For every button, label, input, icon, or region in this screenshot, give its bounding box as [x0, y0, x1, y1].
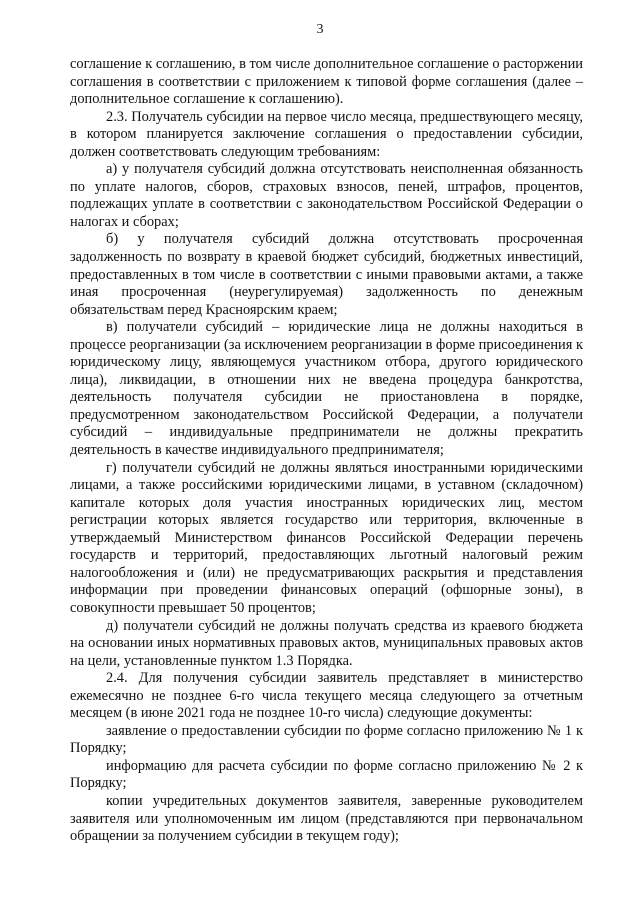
- document-body: [70, 56, 583, 846]
- paragraph-requirement-v: в) получатели субсидий – юридические лица не должны находиться в процессе реорганизации (за исключением реорганизации в форме присоединения к юридическому лицу, являющемуся участником отбора, другого юридического лица), ликвидации, в отношении них не введена процедура банкротства, деятельность получателя субсидии не приостановлена в порядке, предусмотренном законодательством Российской Федерации, а получатели субсидий – индивидуальные предприниматели не должны прекратить деятельность в качестве индивидуального предпринимателя;: [70, 319, 583, 459]
- paragraph-requirement-d: д) получатели субсидий не должны получать средства из краевого бюджета на основании иных нормативных правовых актов, муниципальных правовых актов на цели, установленные пунктом 1.3 Порядка.: [70, 617, 583, 669]
- paragraph-requirement-g: г) получатели субсидий не должны являться иностранными юридическими лицами, а также российскими юридическими лицами, в уставном (складочном) капитале которых доля участия иностранных юридических лиц, местом регистрации которых является государство или территория, включенные в утверждаемый Министерством финансов Российской Федерации перечень государств и территорий, предоставляющих льготный налоговый режим налогообложения и (или) не предусматривающих раскрытия и представления информации при проведении финансовых операций (офшорные зоны), в совокупности превышает 50 процентов;: [70, 459, 583, 616]
- paragraph-2-3-requirements: 2.3. Получатель субсидии на первое число месяца, предшествующего месяцу, в котором планируется заключение соглашения о предоставлении субсидии, должен соответствовать следующим требованиям:: [70, 108, 583, 160]
- paragraph-document-founding-copies: копии учредительных документов заявителя, заверенные руководителем заявителя или уполномоченным им лицом (представляются при первоначальном обращении за получением субсидии в текущем году);: [70, 792, 583, 845]
- paragraph-requirement-b: б) у получателя субсидий должна отсутствовать просроченная задолженность по возврату в краевой бюджет субсидий, бюджетных инвестиций, предоставленных в том числе в соответствии с иными правовыми актами, а также иная просроченная (неурегулируемая) задолженность по денежным обязательствам перед Красноярским краем;: [70, 231, 583, 318]
- paragraph-2-4-documents: 2.4. Для получения субсидии заявитель представляет в министерство ежемесячно не позднее 6-го числа текущего месяца следующего за отчетным месяцем (в июне 2021 года не позднее 10-го числа) следующие документы:: [70, 670, 583, 722]
- paragraph-agreement-continuation: соглашение к соглашению, в том числе дополнительное соглашение о расторжении соглашения в соответствии с приложением к типовой форме соглашения (далее – дополнительное соглашение к соглашению).: [70, 56, 583, 108]
- page-number: 3: [316, 22, 324, 37]
- paragraph-document-calculation-info: информацию для расчета субсидии по форме согласно приложению № 2 к Порядку;: [70, 757, 583, 792]
- paragraph-requirement-a: а) у получателя субсидий должна отсутствовать неисполненная обязанность по уплате налогов, сборов, страховых взносов, пеней, штрафов, процентов, подлежащих уплате в соответствии с законодательством Российской Федерации о налогах и сборах;: [70, 161, 583, 230]
- paragraph-document-application: заявление о предоставлении субсидии по форме согласно приложению № 1 к Порядку;: [70, 722, 583, 757]
